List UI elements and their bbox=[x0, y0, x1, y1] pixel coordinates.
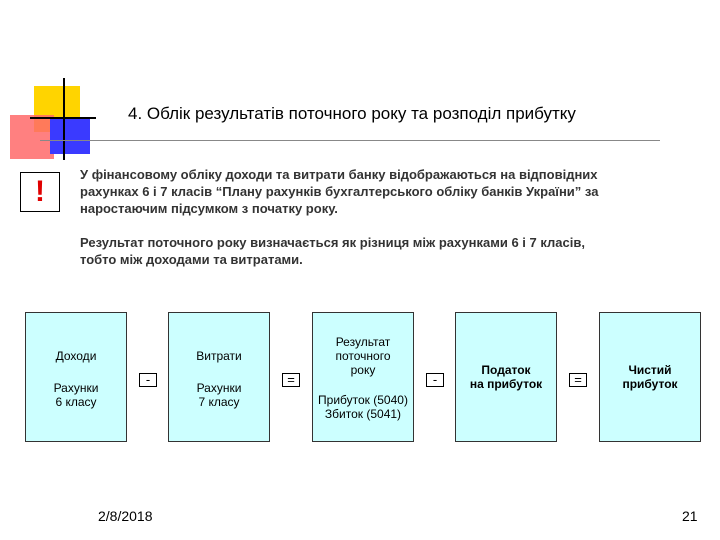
expenses-box bbox=[168, 312, 270, 442]
net-line2: прибуток bbox=[622, 377, 678, 391]
decor-red-square bbox=[10, 115, 54, 159]
expenses-sub2: 7 класу bbox=[198, 395, 240, 409]
equals-operator-1: = bbox=[282, 373, 300, 387]
net-line1: Чистий bbox=[628, 363, 672, 377]
result-line3: року bbox=[350, 363, 376, 377]
equals-operator-2: = bbox=[569, 373, 587, 387]
net-profit-box bbox=[599, 312, 701, 442]
expenses-sub1: Рахунки bbox=[196, 381, 242, 395]
decor-blue-square bbox=[50, 118, 90, 154]
income-sub2: 6 класу bbox=[55, 395, 97, 409]
result-line5: Збиток (5041) bbox=[324, 407, 402, 421]
income-title: Доходи bbox=[55, 349, 97, 363]
alert-symbol: ! bbox=[35, 175, 45, 208]
alert-icon bbox=[20, 172, 60, 212]
title-underline bbox=[40, 140, 660, 141]
minus-operator-2: - bbox=[426, 373, 444, 387]
tax-box bbox=[455, 312, 557, 442]
income-box bbox=[25, 312, 127, 442]
decor-vertical-line bbox=[63, 78, 65, 160]
paragraph-2-line: тобто між доходами та витратами. bbox=[80, 252, 303, 267]
minus-operator-1: - bbox=[139, 373, 157, 387]
paragraph-1 bbox=[80, 166, 598, 217]
result-line4: Прибуток (5040) bbox=[318, 393, 408, 407]
result-box bbox=[312, 312, 414, 442]
tax-line1: Податок bbox=[481, 363, 531, 377]
result-line1: Результат bbox=[335, 335, 391, 349]
paragraph-2-line: Результат поточного року визначається як різниця між рахунками 6 і 7 класів, bbox=[80, 235, 585, 250]
slide-title: 4. Облік результатів поточного року та розподіл прибутку bbox=[128, 104, 576, 123]
page-number: 21 bbox=[682, 508, 698, 524]
expenses-title: Витрати bbox=[196, 349, 242, 363]
tax-line2: на прибуток bbox=[469, 377, 543, 391]
result-line2: поточного bbox=[335, 349, 391, 363]
paragraph-1-line: рахунках 6 і 7 класів “Плану рахунків бухгалтерського обліку банків України” за bbox=[80, 184, 599, 199]
paragraph-2 bbox=[80, 234, 585, 268]
decor-horizontal-line bbox=[30, 117, 96, 119]
paragraph-1-line: У фінансовому обліку доходи та витрати банку відображаються на відповідних bbox=[80, 167, 598, 182]
paragraph-1-line: наростаючим підсумком з початку року. bbox=[80, 201, 338, 216]
footer-date: 2/8/2018 bbox=[98, 508, 153, 524]
income-sub1: Рахунки bbox=[53, 381, 99, 395]
